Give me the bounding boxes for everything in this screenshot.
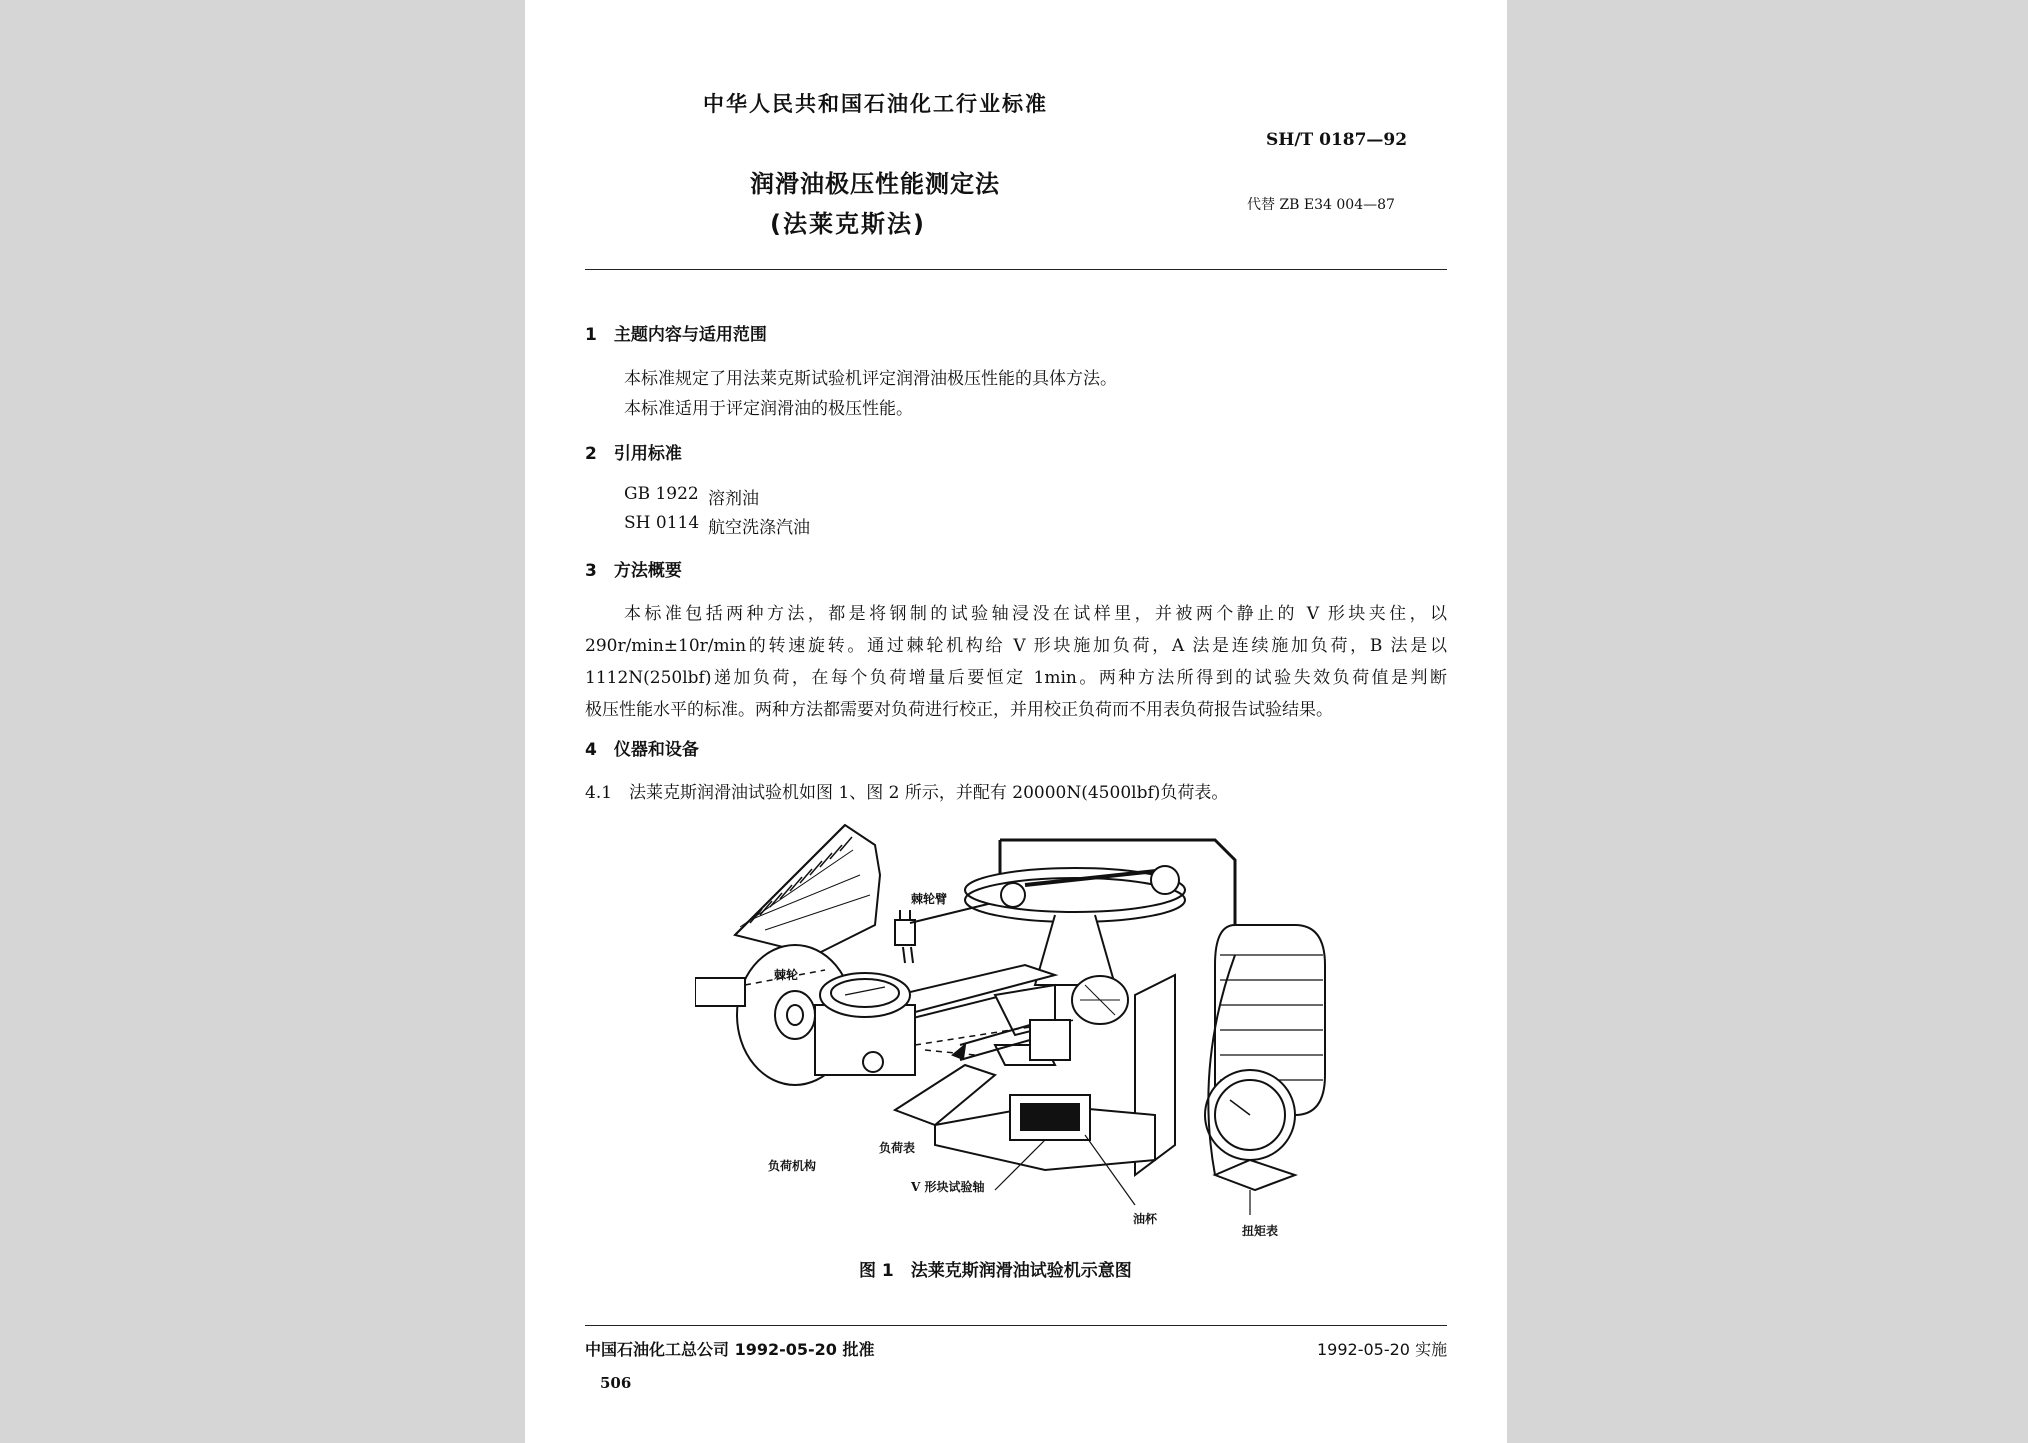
document-title: 润滑油极压性能测定法 [750,170,1000,198]
reference-code: GB 1922 [624,484,699,504]
label-load-mechanism: 负荷机构 [768,1159,817,1173]
figure-caption: 图 1 法莱克斯润滑油试验机示意图 [859,1261,1132,1281]
label-oil-cup: 油杯 [1133,1212,1158,1226]
label-ratchet-arm: 棘轮臂 [911,892,948,906]
approval-line: 中国石油化工总公司 1992-05-20 批准 [585,1340,875,1359]
standard-org-title: 中华人民共和国石油化工行业标准 [703,92,1048,116]
section-2-heading: 2 引用标准 [585,444,682,464]
page-number: 506 [600,1374,632,1392]
section-3-paragraph [585,598,1447,726]
replaces-standard: 代替 ZB E34 004—87 [1247,197,1395,213]
section-1-heading: 1 主题内容与适用范围 [585,325,767,345]
section-3-heading: 3 方法概要 [585,561,682,581]
section-4-heading: 4 仪器和设备 [585,740,699,760]
paragraph-line: 极压性能水平的标准。两种方法都需要对负荷进行校正，并用校正负荷而不用表负荷报告试验结果。 [585,700,1333,720]
standard-code: SH/T 0187—92 [1266,130,1408,150]
document-subtitle: (法莱克斯法) [770,210,926,238]
paragraph-line: 290r/min±10r/min的转速旋转。通过棘轮机构给 V 形块施加负荷，A 法是连续施加负荷，B 法是以 [585,636,1447,656]
label-ratchet: 棘轮 [774,968,799,982]
implementation-line: 1992-05-20 实施 [1317,1340,1448,1359]
header-divider [585,269,1447,270]
footer-divider [585,1325,1447,1326]
section-1-paragraph-1: 本标准规定了用法莱克斯试验机评定润滑油极压性能的具体方法。 [624,369,1117,389]
label-torque-gauge: 扭矩表 [1242,1224,1279,1238]
paragraph-line: 本标准包括两种方法，都是将钢制的试验轴浸没在试样里，并被两个静止的 V 形块夹住，以 [624,604,1447,624]
item-4-1: 4.1 法莱克斯润滑油试验机如图 1、图 2 所示，并配有 20000N(4500lbf)负荷表。 [585,783,1229,803]
label-vblock-shaft: V 形块试验轴 [911,1180,985,1194]
motor [1072,925,1325,1115]
document-page [525,0,1507,1443]
reference-name: 溶剂油 [708,489,759,509]
section-1-paragraph-2: 本标准适用于评定润滑油的极压性能。 [624,399,913,419]
reference-name: 航空洗涤汽油 [708,518,810,538]
paragraph-line: 1112N(250lbf)递加负荷，在每个负荷增量后要恒定 1min。两种方法所得到的试验失效负荷值是判断 [585,668,1447,688]
v-block-shaft [925,1020,1070,1065]
tester-schematic-figure [695,815,1375,1255]
reference-code: SH 0114 [624,513,700,533]
label-load-gauge: 负荷表 [879,1141,916,1155]
